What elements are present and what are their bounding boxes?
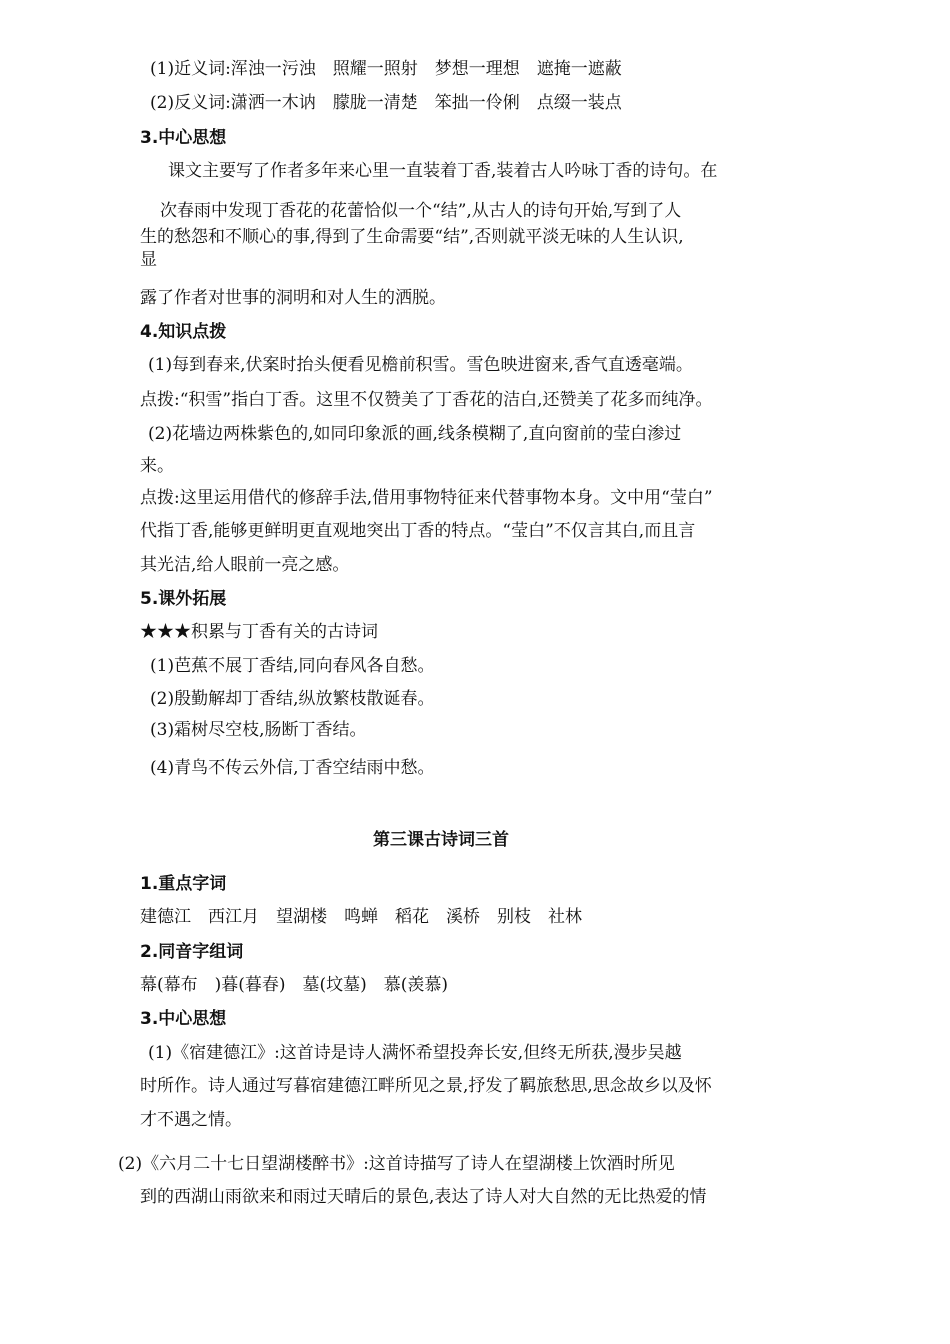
poem-line: (2)殷勤解却丁香结,纵放繁枝散诞春。 [150, 689, 435, 709]
paragraph-line: 露了作者对世事的洞明和对人生的洒脱。 [140, 288, 446, 308]
paragraph-line: 代指丁香,能够更鲜明更直观地突出丁香的特点。“莹白”不仅言其白,而且言 [140, 521, 696, 541]
paragraph-line: 才不遇之情。 [140, 1110, 242, 1130]
antonyms-line: (2)反义词:潇洒一木讷 朦胧一清楚 笨拙一伶俐 点缀一装点 [150, 93, 622, 113]
section-heading-knowledge: 4.知识点拨 [140, 322, 227, 342]
extension-title: ★★★积累与丁香有关的古诗词 [140, 622, 378, 642]
poem-line: (1)芭蕉不展丁香结,同向春风各自愁。 [150, 656, 435, 676]
paragraph-line: 来。 [140, 456, 174, 476]
paragraph-line: (2)《六月二十七日望湖楼醉书》:这首诗描写了诗人在望湖楼上饮酒时所见 [118, 1154, 675, 1174]
section-heading-theme: 3.中心思想 [140, 128, 227, 148]
paragraph-line: 生的愁怨和不顺心的事,得到了生命需要“结”,否则就平淡无味的人生认识, [140, 227, 684, 247]
section-heading-extension: 5.课外拓展 [140, 589, 227, 609]
section-heading-theme-2: 3.中心思想 [140, 1009, 227, 1029]
keywords-line: 建德江 西江月 望湖楼 鸣蝉 稻花 溪桥 别枝 社林 [140, 907, 582, 927]
section-heading-homophones: 2.同音字组词 [140, 942, 244, 962]
paragraph-line: 显 [140, 250, 157, 270]
homophones-line: 幕(幕布 )暮(暮春) 墓(坟墓) 慕(羡慕) [140, 975, 449, 995]
paragraph-line: 到的西湖山雨欲来和雨过天晴后的景色,表达了诗人对大自然的无比热爱的情 [140, 1187, 707, 1207]
paragraph-line: (2)花墙边两株紫色的,如同印象派的画,线条模糊了,直向窗前的莹白渗过 [148, 424, 682, 444]
paragraph-line: (1)每到春来,伏案时抬头便看见檐前积雪。雪色映进窗来,香气直透毫端。 [148, 355, 693, 375]
paragraph-line: 课文主要写了作者多年来心里一直装着丁香,装着古人吟咏丁香的诗句。在 [168, 161, 718, 181]
paragraph-line: 点拨:这里运用借代的修辞手法,借用事物特征来代替事物本身。文中用“莹白” [140, 488, 713, 508]
synonyms-line: (1)近义词:浑浊一污浊 照耀一照射 梦想一理想 遮掩一遮蔽 [150, 59, 622, 79]
paragraph-line: 其光洁,给人眼前一亮之感。 [140, 555, 350, 575]
paragraph-line: 时所作。诗人通过写暮宿建德江畔所见之景,抒发了羁旅愁思,思念故乡以及怀 [140, 1076, 712, 1096]
section-heading-keywords: 1.重点字词 [140, 874, 227, 894]
lesson-title: 第三课古诗词三首 [373, 830, 509, 850]
poem-line: (4)青鸟不传云外信,丁香空结雨中愁。 [150, 758, 435, 778]
paragraph-line: 次春雨中发现丁香花的花蕾恰似一个“结”,从古人的诗句开始,写到了人 [160, 201, 682, 221]
poem-line: (3)霜树尽空枝,肠断丁香结。 [150, 720, 367, 740]
paragraph-line: (1)《宿建德江》:这首诗是诗人满怀希望投奔长安,但终无所获,漫步吴越 [148, 1043, 682, 1063]
paragraph-line: 点拨:“积雪”指白丁香。这里不仅赞美了丁香花的洁白,还赞美了花多而纯净。 [140, 390, 713, 410]
